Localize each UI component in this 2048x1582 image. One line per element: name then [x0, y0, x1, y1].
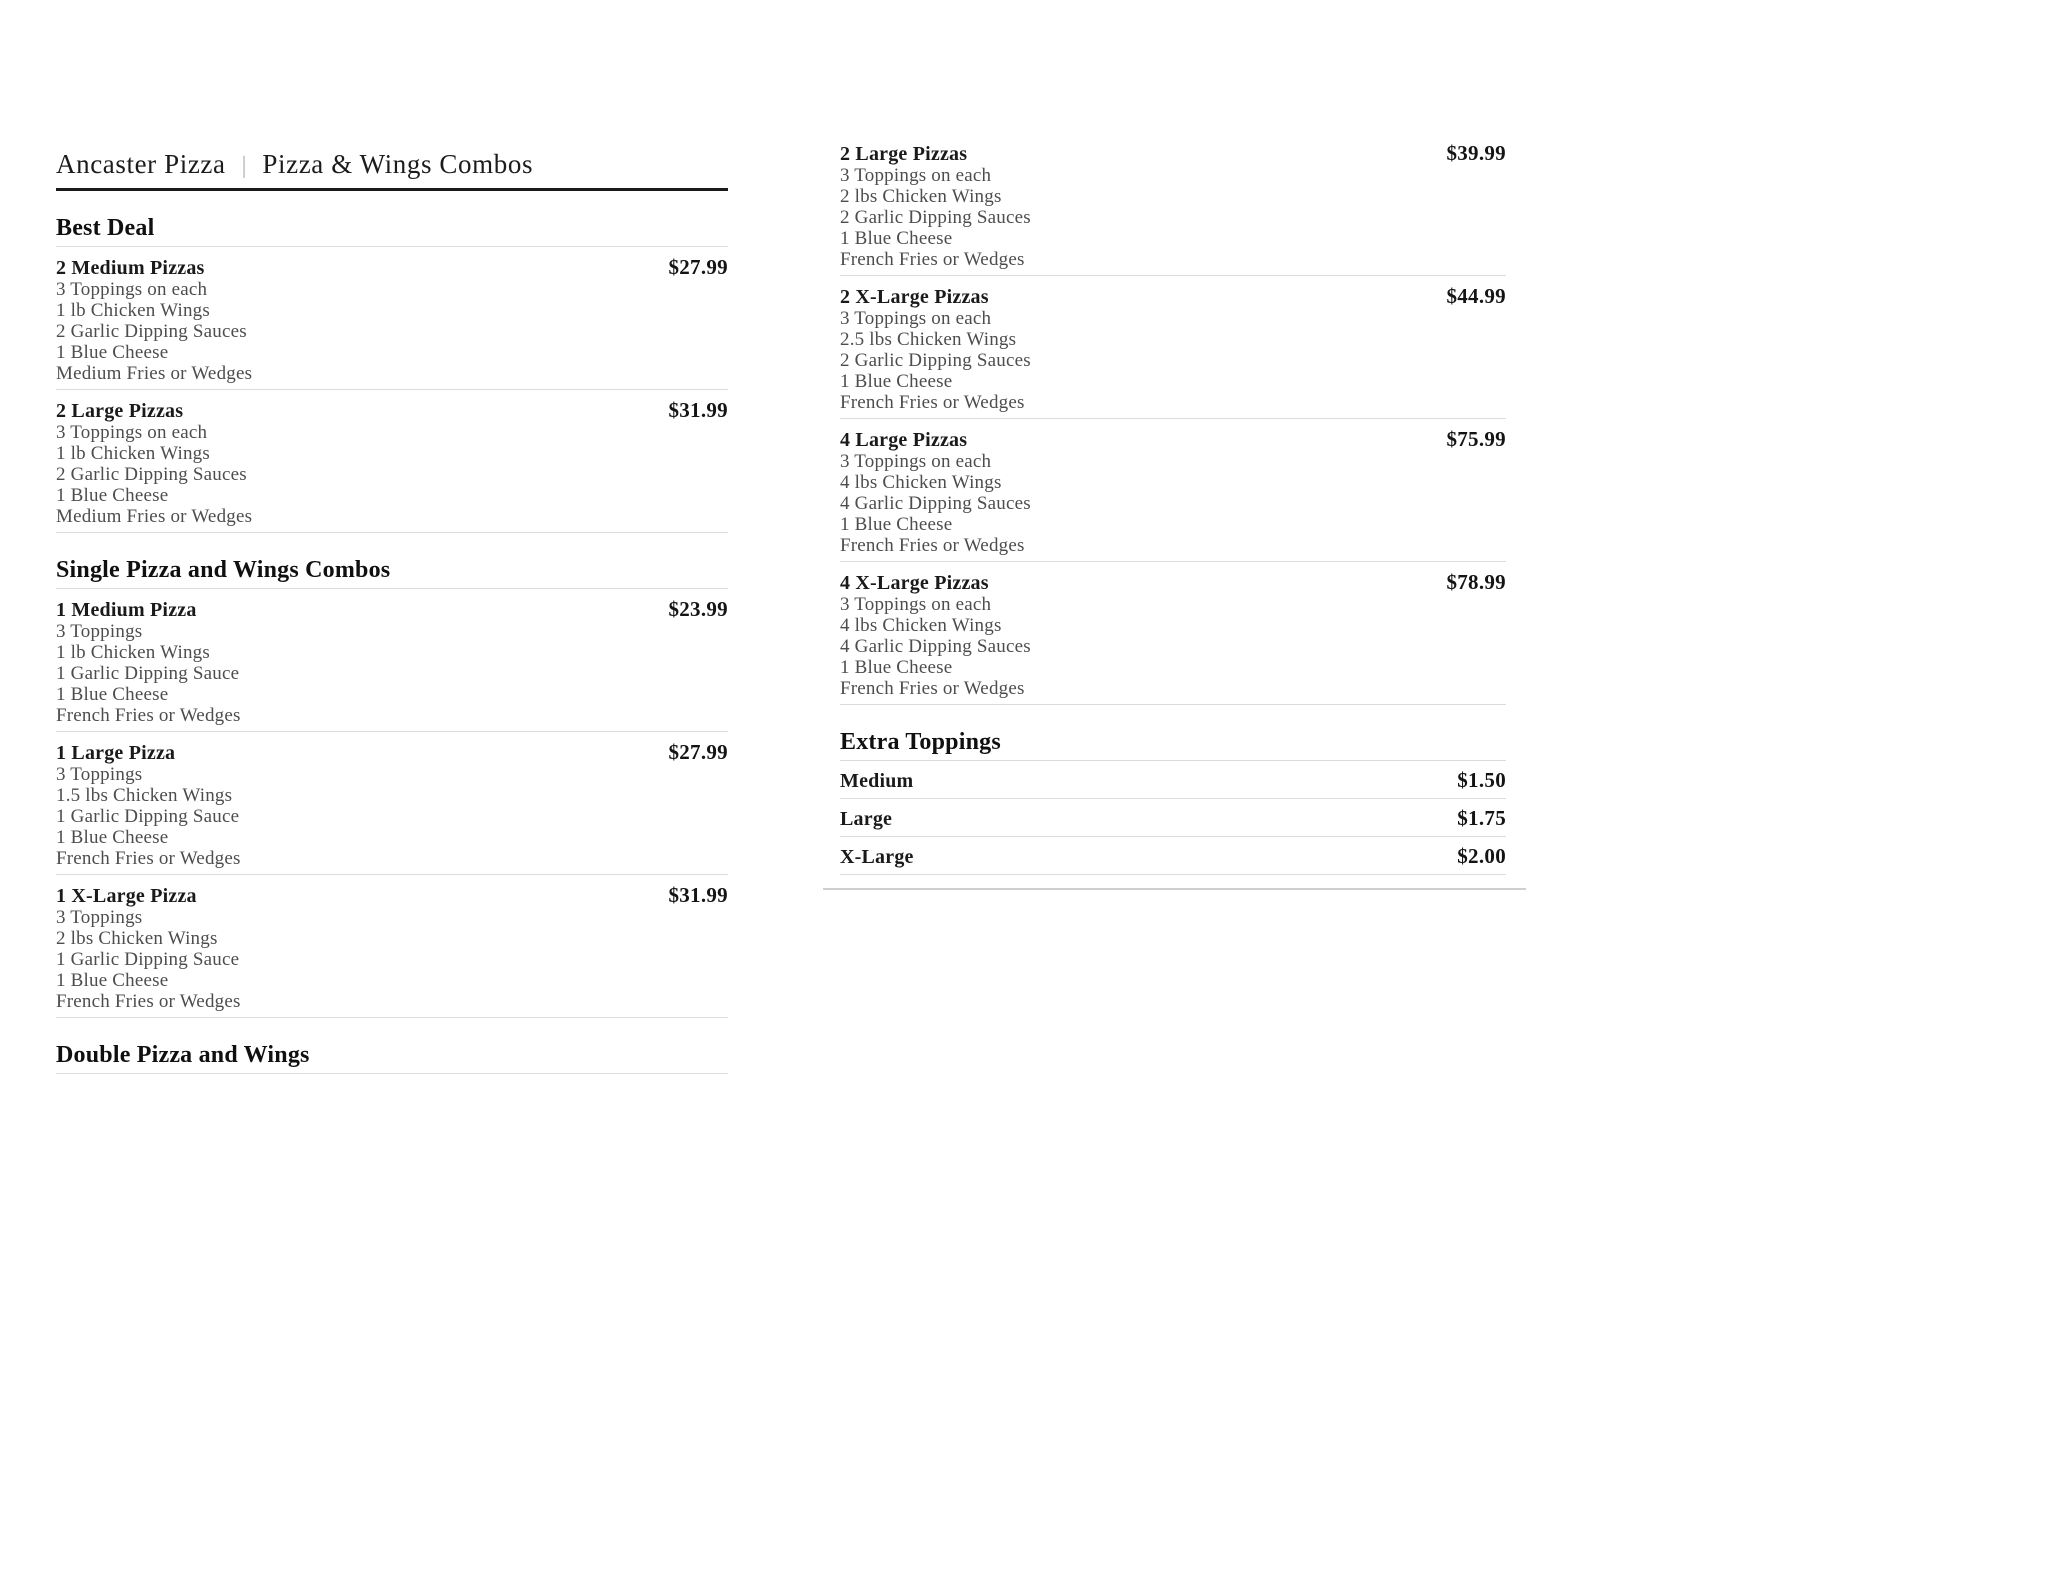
- menu-header: [56, 148, 728, 191]
- topping-price: $2.00: [1457, 844, 1506, 868]
- section-double-pizza-wings-items: [840, 133, 1506, 705]
- item-header: [56, 885, 728, 907]
- topping-row: [840, 837, 1506, 874]
- item-desc-line: 1 lb Chicken Wings: [56, 443, 210, 464]
- item-header: [56, 599, 728, 621]
- item-desc-line: French Fries or Wedges: [840, 678, 1025, 699]
- section-title: Extra Toppings: [840, 729, 1001, 755]
- item-description: [56, 422, 728, 527]
- item-desc-line: 4 lbs Chicken Wings: [840, 472, 1002, 493]
- item-price: $31.99: [668, 398, 728, 422]
- item-desc-line: 4 Garlic Dipping Sauces: [840, 636, 1031, 657]
- item-desc-line: 3 Toppings: [56, 907, 143, 928]
- restaurant-name: Ancaster Pizza: [56, 149, 226, 179]
- topping-size: Large: [840, 808, 893, 830]
- section-best-deal: [56, 215, 728, 533]
- menu-item: [840, 276, 1506, 418]
- item-desc-line: 1 Blue Cheese: [56, 827, 169, 848]
- item-header: [56, 742, 728, 764]
- menu-item: [840, 419, 1506, 561]
- item-description: [56, 279, 728, 384]
- section-extra-toppings: [840, 729, 1506, 875]
- item-desc-line: 2 lbs Chicken Wings: [56, 928, 218, 949]
- menu-item: [56, 247, 728, 389]
- item-price: $27.99: [668, 740, 728, 764]
- item-name: 4 X-Large Pizzas: [840, 572, 989, 594]
- page-bottom-divider: [823, 888, 1526, 890]
- section-double-pizza-wings-header: [56, 1042, 728, 1074]
- item-desc-line: 1 Blue Cheese: [840, 371, 953, 392]
- item-description: [840, 165, 1506, 270]
- item-desc-line: 3 Toppings on each: [840, 451, 992, 472]
- item-desc-line: French Fries or Wedges: [840, 249, 1025, 270]
- item-description: [840, 308, 1506, 413]
- section-single-pizza-wings: [56, 557, 728, 1018]
- item-desc-line: 3 Toppings on each: [840, 165, 992, 186]
- item-desc-line: 1 Blue Cheese: [56, 970, 169, 991]
- item-name: 4 Large Pizzas: [840, 429, 968, 451]
- item-description: [840, 594, 1506, 699]
- divider: [840, 874, 1506, 875]
- topping-size: X-Large: [840, 846, 914, 868]
- item-description: [56, 907, 728, 1012]
- item-name: 2 X-Large Pizzas: [840, 286, 989, 308]
- item-name: 2 Medium Pizzas: [56, 257, 205, 279]
- item-desc-line: 2 Garlic Dipping Sauces: [840, 207, 1031, 228]
- item-desc-line: 1.5 lbs Chicken Wings: [56, 785, 233, 806]
- item-desc-line: 4 lbs Chicken Wings: [840, 615, 1002, 636]
- item-desc-line: 1 Blue Cheese: [840, 228, 953, 249]
- item-desc-line: 3 Toppings on each: [840, 308, 992, 329]
- item-desc-line: 1 Blue Cheese: [840, 657, 953, 678]
- item-desc-line: French Fries or Wedges: [56, 848, 241, 869]
- item-desc-line: 2 Garlic Dipping Sauces: [56, 464, 247, 485]
- topping-row: [840, 799, 1506, 836]
- item-desc-line: French Fries or Wedges: [56, 991, 241, 1012]
- item-name: 1 Large Pizza: [56, 742, 176, 764]
- item-header: [840, 143, 1506, 165]
- item-name: 1 X-Large Pizza: [56, 885, 197, 907]
- item-desc-line: 2 Garlic Dipping Sauces: [840, 350, 1031, 371]
- topping-price: $1.50: [1457, 768, 1506, 792]
- item-price: $23.99: [668, 597, 728, 621]
- menu-item: [56, 732, 728, 874]
- item-price: $27.99: [668, 255, 728, 279]
- divider: [840, 704, 1506, 705]
- item-name: 1 Medium Pizza: [56, 599, 197, 621]
- menu-item: [56, 875, 728, 1017]
- item-price: $31.99: [668, 883, 728, 907]
- item-header: [840, 429, 1506, 451]
- item-desc-line: 3 Toppings on each: [56, 422, 208, 443]
- item-header: [840, 572, 1506, 594]
- item-desc-line: French Fries or Wedges: [840, 392, 1025, 413]
- item-desc-line: 3 Toppings on each: [56, 279, 208, 300]
- item-desc-line: French Fries or Wedges: [56, 705, 241, 726]
- item-desc-line: Medium Fries or Wedges: [56, 506, 253, 527]
- item-desc-line: 3 Toppings: [56, 764, 143, 785]
- divider: [56, 532, 728, 533]
- item-name: 2 Large Pizzas: [840, 143, 968, 165]
- item-header: [840, 286, 1506, 308]
- menu-item: [56, 390, 728, 532]
- topping-size: Medium: [840, 770, 914, 792]
- item-price: $44.99: [1446, 284, 1506, 308]
- item-description: [56, 621, 728, 726]
- item-desc-line: Medium Fries or Wedges: [56, 363, 253, 384]
- item-desc-line: 2 lbs Chicken Wings: [840, 186, 1002, 207]
- item-name: 2 Large Pizzas: [56, 400, 184, 422]
- item-desc-line: 1 Blue Cheese: [56, 485, 169, 506]
- menu-title: Pizza & Wings Combos: [262, 149, 534, 179]
- divider: [56, 1073, 728, 1074]
- topping-row: [840, 761, 1506, 798]
- section-title: Double Pizza and Wings: [56, 1042, 310, 1068]
- item-desc-line: 1 Blue Cheese: [56, 342, 169, 363]
- item-desc-line: 1 lb Chicken Wings: [56, 300, 210, 321]
- header-separator: |: [241, 153, 247, 179]
- item-desc-line: 3 Toppings on each: [840, 594, 992, 615]
- item-desc-line: French Fries or Wedges: [840, 535, 1025, 556]
- item-price: $75.99: [1446, 427, 1506, 451]
- divider: [56, 1017, 728, 1018]
- item-desc-line: 1 Garlic Dipping Sauce: [56, 663, 240, 684]
- item-price: $78.99: [1446, 570, 1506, 594]
- right-column: [840, 133, 1506, 875]
- item-description: [56, 764, 728, 869]
- item-desc-line: 1 lb Chicken Wings: [56, 642, 210, 663]
- topping-price: $1.75: [1457, 806, 1506, 830]
- section-title: Single Pizza and Wings Combos: [56, 557, 391, 583]
- item-desc-line: 2.5 lbs Chicken Wings: [840, 329, 1017, 350]
- item-desc-line: 1 Garlic Dipping Sauce: [56, 806, 240, 827]
- menu-item: [56, 589, 728, 731]
- item-desc-line: 1 Blue Cheese: [56, 684, 169, 705]
- item-header: [56, 257, 728, 279]
- item-desc-line: 1 Garlic Dipping Sauce: [56, 949, 240, 970]
- item-price: $39.99: [1446, 141, 1506, 165]
- item-desc-line: 3 Toppings: [56, 621, 143, 642]
- menu-item: [840, 562, 1506, 704]
- item-description: [840, 451, 1506, 556]
- menu-item: [840, 133, 1506, 275]
- item-desc-line: 1 Blue Cheese: [840, 514, 953, 535]
- item-desc-line: 4 Garlic Dipping Sauces: [840, 493, 1031, 514]
- left-column: [56, 148, 728, 1074]
- section-title: Best Deal: [56, 215, 155, 241]
- item-desc-line: 2 Garlic Dipping Sauces: [56, 321, 247, 342]
- item-header: [56, 400, 728, 422]
